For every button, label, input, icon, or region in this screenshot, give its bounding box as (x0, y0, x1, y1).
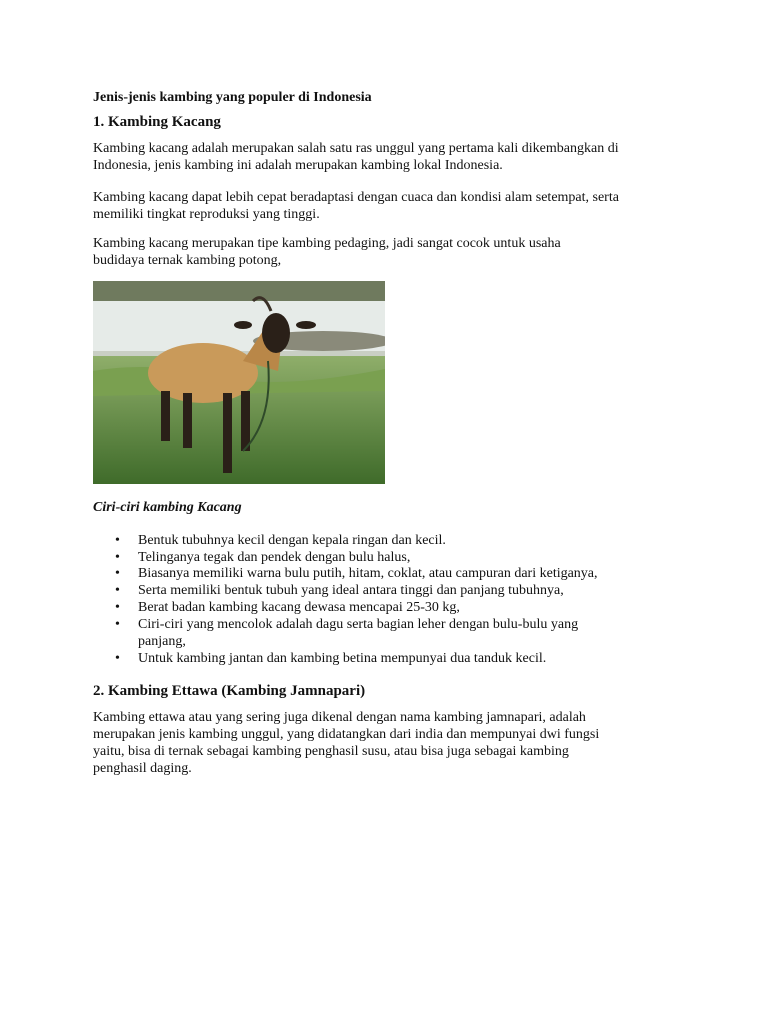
paragraph-line: Kambing kacang dapat lebih cepat beradaptasi dengan cuaca dan kondisi alam setempat, serta (93, 190, 619, 205)
paragraph-line: Indonesia, jenis kambing ini adalah merupakan kambing lokal Indonesia. (93, 158, 503, 173)
paragraph-line: memiliki tingkat reproduksi yang tinggi. (93, 207, 320, 222)
bullet-icon: • (115, 617, 120, 632)
paragraph-line: Kambing kacang merupakan tipe kambing pedaging, jadi sangat cocok untuk usaha (93, 236, 561, 251)
paragraph-line: Kambing ettawa atau yang sering juga dikenal dengan nama kambing jamnapari, adalah (93, 710, 586, 725)
bullet-icon: • (115, 566, 120, 581)
section-2-heading: 2. Kambing Ettawa (Kambing Jamnapari) (93, 683, 366, 699)
document-title: Jenis-jenis kambing yang populer di Indonesia (93, 90, 372, 105)
bullet-icon: • (115, 600, 120, 615)
bullet-icon: • (115, 550, 120, 565)
bullet-icon: • (115, 583, 120, 598)
bullet-icon: • (115, 651, 120, 666)
paragraph-line: penghasil daging. (93, 761, 192, 776)
section-1-subheading: Ciri-ciri kambing Kacang (93, 500, 242, 515)
paragraph-line: merupakan jenis kambing unggul, yang didatangkan dari india dan mempunyai dwi fungsi (93, 727, 600, 742)
paragraph-line: budidaya ternak kambing potong, (93, 253, 282, 268)
bullet-icon: • (115, 533, 120, 548)
paragraph-line: Kambing kacang adalah merupakan salah satu ras unggul yang pertama kali dikembangkan di (93, 141, 619, 156)
goat-photo (93, 281, 385, 484)
section-1-heading: 1. Kambing Kacang (93, 114, 221, 130)
paragraph-line: yaitu, bisa di ternak sebagai kambing penghasil susu, atau bisa juga sebagai kambing (93, 744, 569, 759)
